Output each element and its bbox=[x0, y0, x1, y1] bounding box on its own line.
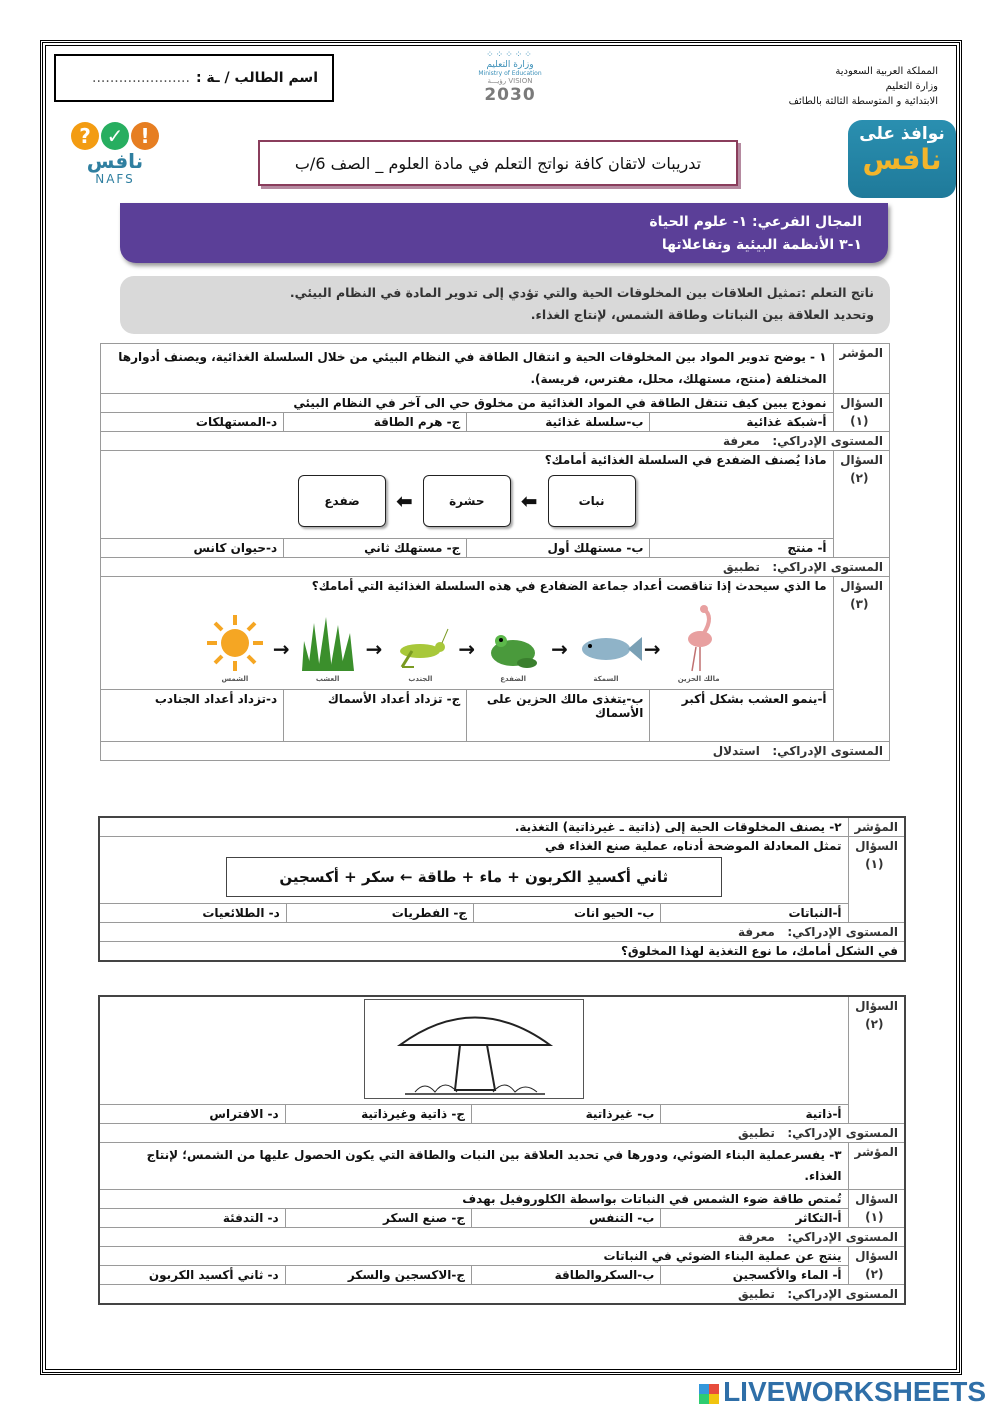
section-3-indicator: ٣- يفسرعملية البناء الضوئي، ودورها في تحديد العلاقة بين النبات والطاقة التي يكون الحصول عليها من الشمس؛ لإنتاج الغذاء. bbox=[99, 1143, 848, 1190]
question-text: تُمتص طاقة ضوء الشمس في النباتات بواسطة الكلوروفيل بهدف bbox=[99, 1190, 848, 1209]
domain-banner bbox=[120, 203, 888, 263]
page-title: تدريبات لاتقان كافة نواتج التعلم في مادة العلوم _ الصف 6/ب bbox=[258, 140, 738, 186]
option-a[interactable]: أ- الماء والأكسجين bbox=[661, 1266, 848, 1285]
option-c[interactable]: ج- صنع السكر bbox=[285, 1209, 471, 1228]
option-d[interactable]: د- ثاني أكسيد الكربون bbox=[99, 1266, 285, 1285]
arrow-right-icon: → bbox=[643, 637, 661, 661]
section-3-table bbox=[98, 995, 906, 1305]
arrow-right-icon: → bbox=[272, 637, 290, 661]
mushroom-figure bbox=[99, 996, 848, 1105]
option-a[interactable]: أ-النباتات bbox=[661, 904, 848, 923]
school-line: الابتدائية و المتوسطة الثالثة بالطائف bbox=[788, 96, 938, 107]
learning-outcome bbox=[120, 276, 890, 334]
question-text: ينتج عن عملية البناء الضوئي في النباتات bbox=[99, 1247, 848, 1266]
nafs-right-l2: نافس bbox=[862, 143, 942, 176]
chain-box-insect: حشرة bbox=[423, 475, 511, 527]
option-c[interactable]: ج- هرم الطاقة bbox=[284, 413, 467, 432]
brand-text: LIVEWORKSHEETS bbox=[723, 1376, 986, 1407]
level-value: معرفة bbox=[738, 925, 775, 939]
option-c[interactable]: ج- تزداد أعداد الأسماك bbox=[284, 690, 467, 742]
indicator-label: المؤشر bbox=[848, 1143, 905, 1190]
photosynthesis-equation: ثاني أكسيدِ الكربون + ماء + طاقة ← سكر + أكسجين bbox=[226, 857, 722, 897]
arrow-right-icon: → bbox=[458, 637, 476, 661]
sun-item: الشمس bbox=[203, 613, 267, 683]
sun-icon bbox=[205, 613, 265, 673]
option-a[interactable]: أ-ينمو العشب بشكل أكبر bbox=[650, 690, 833, 742]
moe-sub: Ministry of Education bbox=[478, 70, 542, 77]
question-label: السؤال (١) bbox=[848, 837, 905, 923]
indicator-label: المؤشر bbox=[833, 344, 889, 394]
question-label: السؤال (١) bbox=[848, 1190, 905, 1228]
option-d[interactable]: د- التدفئة bbox=[99, 1209, 285, 1228]
nafs-logo-right bbox=[848, 120, 956, 198]
student-name-box[interactable] bbox=[54, 54, 334, 102]
level-row: المستوى الإدراكي: تطبيق bbox=[99, 1285, 905, 1305]
option-d[interactable]: د-تزداد أعداد الجنادب bbox=[101, 690, 284, 742]
question-label: السؤال (٢) bbox=[848, 1247, 905, 1285]
moe-logo bbox=[460, 50, 560, 105]
level-value: معرفة bbox=[723, 434, 760, 448]
section-2-table bbox=[98, 816, 906, 962]
level-row: المستوى الإدراكي: تطبيق bbox=[101, 558, 890, 577]
level-value: تطبيق bbox=[723, 560, 760, 574]
nafs-logo-left bbox=[60, 122, 170, 198]
nafs-left-ar: نافس bbox=[86, 149, 144, 173]
domain-line-2: ١-٣ الأنظمة البيئية وتفاعلاتها bbox=[661, 237, 862, 253]
option-d[interactable]: د-المستهلكات bbox=[101, 413, 284, 432]
section-1-indicator: ١ - يوضح تدوير المواد بين المخلوقات الحية و انتقال الطاقة في النظام البيئي من خلال السلسلة الغذائية، ويصنف أدوارها المختلفة (منتج، مستهلك، محلل، مفترس، فريسة). bbox=[101, 344, 834, 394]
arrow-left-icon: ⬅ bbox=[520, 489, 538, 513]
level-row: المستوى الإدراكي: معرفة bbox=[101, 432, 890, 451]
option-d[interactable]: د-حيوان كانس bbox=[101, 539, 284, 558]
level-row: المستوى الإدراكي: تطبيق bbox=[99, 1124, 905, 1143]
grasshopper-item: الجندب bbox=[388, 623, 452, 683]
school-line: المملكة العربية السعودية bbox=[835, 66, 938, 77]
option-b[interactable]: ب-السكروالطاقة bbox=[472, 1266, 661, 1285]
question-text: تمثل المعادلة الموضحة أدناه، عملية صنع الغذاء في ثاني أكسيدِ الكربون + ماء + طاقة ← سكر + أكسجين bbox=[99, 837, 848, 904]
chain-box-frog: ضفدع bbox=[298, 475, 386, 527]
level-row: المستوى الإدراكي: معرفة bbox=[99, 1228, 905, 1247]
domain-line-1: المجال الفرعي: ١- علوم الحياة bbox=[649, 214, 862, 230]
indicator-label: المؤشر bbox=[848, 817, 905, 837]
fish-icon bbox=[574, 623, 644, 673]
liveworksheets-icon bbox=[699, 1384, 719, 1404]
nafs-bubbles-icon: ? ✓ ! bbox=[60, 122, 170, 150]
option-b[interactable]: ب- الحيو انات bbox=[474, 904, 661, 923]
option-c[interactable]: ج- الفطريات bbox=[286, 904, 473, 923]
option-b[interactable]: ب- غيرذاتية bbox=[472, 1105, 661, 1124]
option-b[interactable]: ب-سلسلة غذائية bbox=[467, 413, 650, 432]
question-2-prompt: في الشكل أمامك، ما نوع التغذية لهذا المخلوق؟ bbox=[99, 942, 905, 962]
section-2-indicator: ٢- يصنف المخلوقات الحية إلى (ذاتية ـ غيرذاتية) التغذية. bbox=[99, 817, 848, 837]
arrow-right-icon: → bbox=[551, 637, 568, 661]
option-b[interactable]: ب- مستهلك أول bbox=[467, 539, 650, 558]
option-c[interactable]: ج- ذاتية وغيرذاتية bbox=[285, 1105, 471, 1124]
frog-icon bbox=[483, 623, 543, 673]
option-a[interactable]: أ- منتج bbox=[650, 539, 833, 558]
food-chain-diagram bbox=[107, 467, 827, 531]
liveworksheets-logo[interactable] bbox=[699, 1376, 986, 1408]
school-line: وزارة التعليم bbox=[885, 81, 938, 92]
arrow-left-icon: ⬅ bbox=[396, 489, 413, 513]
fish-item: السمكة bbox=[574, 623, 638, 683]
chain-box-plant: نبات bbox=[548, 475, 636, 527]
frog-item: الضفدع bbox=[481, 623, 545, 683]
food-chain-images bbox=[107, 593, 827, 687]
mushroom-icon bbox=[364, 999, 584, 1099]
level-row: المستوى الإدراكي: استدلال bbox=[101, 742, 890, 761]
student-name-field[interactable]: ...................... bbox=[92, 70, 190, 86]
moe-name: وزارة التعليم bbox=[486, 60, 534, 70]
arrow-right-icon: → bbox=[365, 637, 383, 661]
nafs-right-l1: نوافذ على bbox=[859, 124, 945, 144]
question-label: السؤال (٣) bbox=[833, 577, 889, 742]
level-value: استدلال bbox=[712, 744, 760, 758]
outcome-line-1: ناتج التعلم :تمثيل العلاقات بين المخلوقات الحية والتي تؤدي إلى تدوير المادة في النظام البيئي. bbox=[289, 285, 874, 300]
option-c[interactable]: ج- مستهلك ثاني bbox=[284, 539, 467, 558]
option-b[interactable]: ب- التنفس bbox=[472, 1209, 661, 1228]
question-label: السؤال (١) bbox=[833, 394, 889, 432]
option-b[interactable]: ب-يتغذى مالك الحزين على الأسماك bbox=[467, 690, 650, 742]
grass-icon bbox=[298, 613, 358, 673]
level-row: المستوى الإدراكي: معرفة bbox=[99, 923, 905, 942]
question-label: السؤال (٢) bbox=[833, 451, 889, 558]
moe-dots-icon: ⁘⁘⁘⁘⁘ bbox=[486, 50, 534, 60]
option-a[interactable]: أ-التكاثر bbox=[661, 1209, 848, 1228]
question-text: نموذج يبين كيف تنتقل الطاقة في المواد الغذائية من مخلوق حي الى آخر في النظام البيئي bbox=[101, 394, 834, 413]
level-value: تطبيق bbox=[738, 1126, 775, 1140]
level-value: تطبيق bbox=[738, 1287, 775, 1301]
vision-label: رؤيـــة VISION bbox=[487, 77, 533, 85]
outcome-line-2: وتحديد العلاقة بين النباتات وطاقة الشمس، لإنتاج الغذاء. bbox=[530, 307, 874, 322]
student-name-label: اسم الطالب / ـة : bbox=[195, 70, 318, 86]
question-text: ماذا يُصنف الضفدع في السلسلة الغذائية أمامك؟ نبات ⬅ حشرة ⬅ ضفدع bbox=[101, 451, 834, 539]
option-d[interactable]: د- الافتراس bbox=[99, 1105, 285, 1124]
section-1-table bbox=[100, 343, 890, 761]
option-c[interactable]: ج-الاكسجين والسكر bbox=[285, 1266, 471, 1285]
grasshopper-icon bbox=[390, 623, 450, 673]
question-text: ما الذي سيحدث إذا تناقصت أعداد جماعة الضفادع في هذه السلسلة الغذائية التي أمامك؟ الشمس → العشب → الجندب → الضفدع → السمكة → مالك الحزين bbox=[101, 577, 834, 690]
option-a[interactable]: أ-شبكة غذائية bbox=[650, 413, 833, 432]
vision-year: 2030 bbox=[484, 85, 536, 105]
school-info bbox=[789, 64, 938, 109]
question-label: السؤال (٢) bbox=[848, 996, 905, 1124]
level-value: معرفة bbox=[738, 1230, 775, 1244]
grass-item: العشب bbox=[296, 613, 360, 683]
heron-icon bbox=[674, 603, 724, 673]
option-a[interactable]: أ-ذاتية bbox=[661, 1105, 848, 1124]
heron-item: مالك الحزين bbox=[667, 603, 731, 683]
option-d[interactable]: د- الطلائعيات bbox=[99, 904, 286, 923]
nafs-left-en: NAFS bbox=[95, 172, 135, 186]
